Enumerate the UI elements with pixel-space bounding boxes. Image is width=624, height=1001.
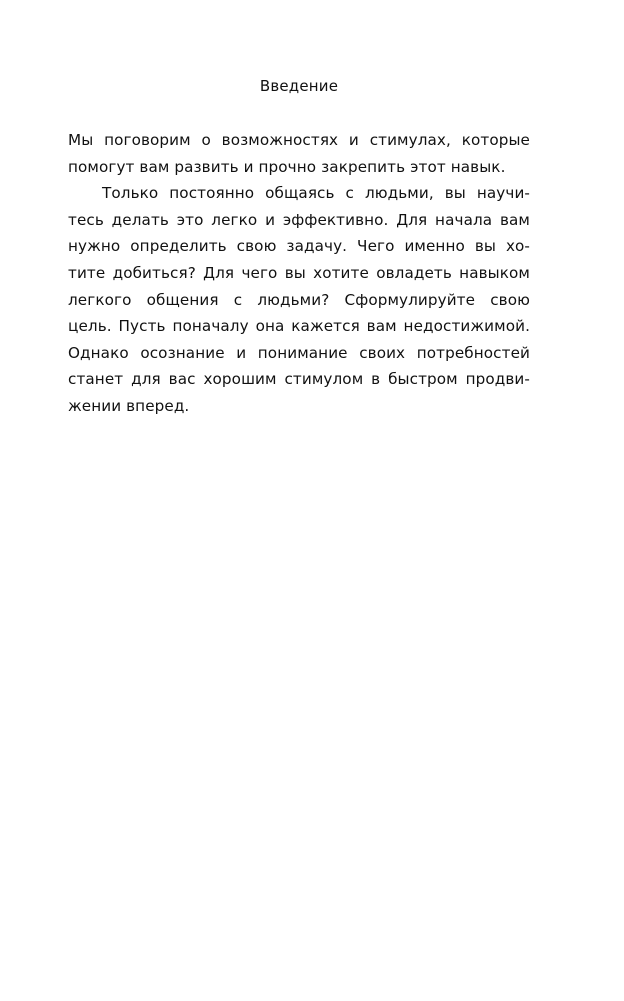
text-line: цель. Пусть поначалу она кажется вам недостижимой. <box>68 317 530 336</box>
text-line: помогут вам развить и прочно закрепить этот навык. <box>68 157 506 176</box>
text-line: Однако осознание и понимание своих потребностей <box>68 343 530 362</box>
body-text <box>68 127 530 420</box>
text-line: тесь делать это легко и эффективно. Для начала вам <box>68 210 530 229</box>
running-title: Введение <box>259 77 339 95</box>
text-line: жении вперед. <box>68 396 190 415</box>
paragraph-first-line: Только постоянно общаясь с людьми, вы научи- <box>102 184 530 203</box>
text-line: станет для вас хорошим стимулом в быстром продви- <box>68 370 530 389</box>
text-line: тите добиться? Для чего вы хотите овладеть навыком <box>68 263 530 282</box>
text-line: Мы поговорим о возможностях и стимулах, которые <box>68 131 530 149</box>
text-line: нужно определить свою задачу. Чего именно вы хо- <box>68 237 530 256</box>
text-line: легкого общения с людьми? Сформулируйте свою <box>68 290 530 309</box>
